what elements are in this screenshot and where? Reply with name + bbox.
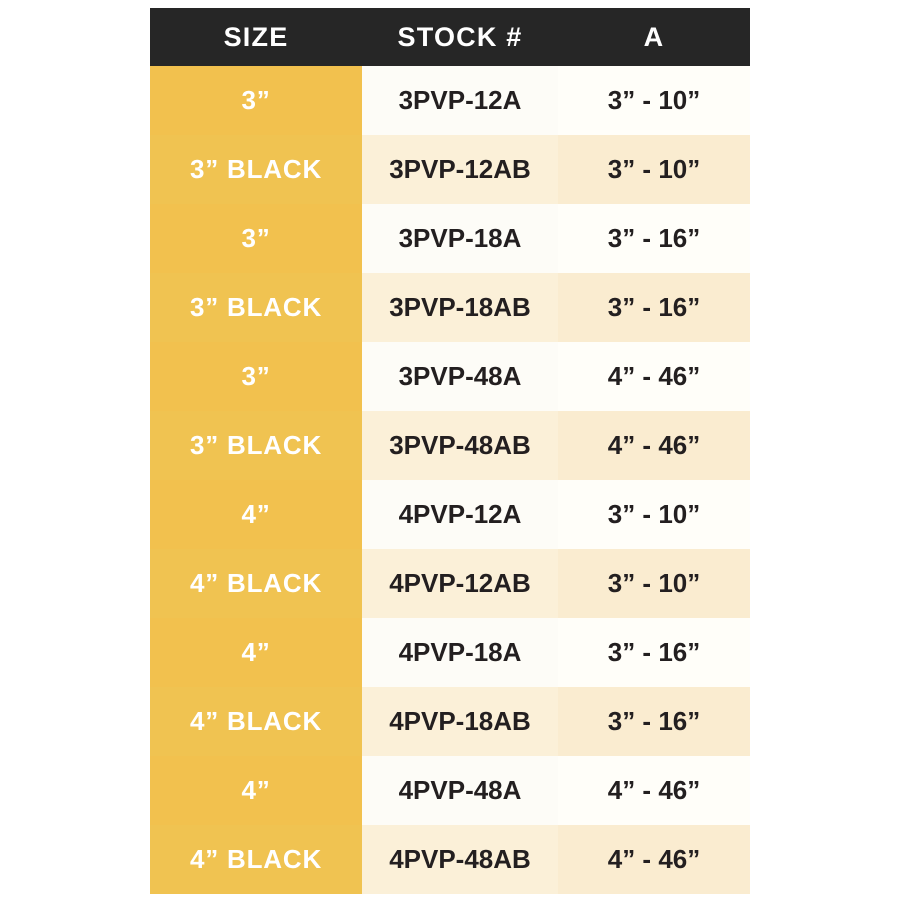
table-row (150, 135, 750, 204)
cell-a: 3” - 10” (558, 66, 750, 135)
cell-a: 4” - 46” (558, 411, 750, 480)
cell-stock: 3PVP-18A (362, 204, 558, 273)
table-row (150, 825, 750, 894)
cell-stock: 3PVP-48AB (362, 411, 558, 480)
table-row (150, 549, 750, 618)
cell-a: 3” - 10” (558, 549, 750, 618)
cell-a: 3” - 10” (558, 135, 750, 204)
cell-size: 4” (150, 618, 362, 687)
cell-stock: 3PVP-18AB (362, 273, 558, 342)
cell-stock: 4PVP-48AB (362, 825, 558, 894)
table-row (150, 273, 750, 342)
cell-size: 4” (150, 756, 362, 825)
column-header-stock: STOCK # (362, 8, 558, 66)
cell-a: 3” - 16” (558, 204, 750, 273)
cell-size: 4” BLACK (150, 687, 362, 756)
table-row (150, 756, 750, 825)
cell-stock: 4PVP-18AB (362, 687, 558, 756)
cell-a: 4” - 46” (558, 825, 750, 894)
cell-size: 3” BLACK (150, 411, 362, 480)
table-header (150, 8, 750, 66)
table-row (150, 342, 750, 411)
cell-size: 4” (150, 480, 362, 549)
cell-a: 4” - 46” (558, 756, 750, 825)
cell-a: 3” - 16” (558, 273, 750, 342)
cell-stock: 4PVP-48A (362, 756, 558, 825)
column-header-a: A (558, 8, 750, 66)
table-row (150, 204, 750, 273)
cell-size: 4” BLACK (150, 825, 362, 894)
table-row (150, 618, 750, 687)
cell-stock: 4PVP-12A (362, 480, 558, 549)
cell-size: 3” (150, 66, 362, 135)
cell-size: 3” (150, 204, 362, 273)
cell-stock: 4PVP-18A (362, 618, 558, 687)
cell-size: 4” BLACK (150, 549, 362, 618)
cell-a: 4” - 46” (558, 342, 750, 411)
cell-stock: 4PVP-12AB (362, 549, 558, 618)
table-body (150, 66, 750, 894)
table-row (150, 480, 750, 549)
cell-a: 3” - 10” (558, 480, 750, 549)
table-row (150, 66, 750, 135)
cell-stock: 3PVP-48A (362, 342, 558, 411)
cell-stock: 3PVP-12A (362, 66, 558, 135)
specification-table (150, 8, 750, 895)
table-row (150, 411, 750, 480)
spec-table-container (150, 8, 750, 892)
cell-size: 3” BLACK (150, 273, 362, 342)
cell-a: 3” - 16” (558, 618, 750, 687)
cell-size: 3” BLACK (150, 135, 362, 204)
cell-size: 3” (150, 342, 362, 411)
table-header-row (150, 8, 750, 66)
column-header-size: SIZE (150, 8, 362, 66)
cell-a: 3” - 16” (558, 687, 750, 756)
table-row (150, 687, 750, 756)
cell-stock: 3PVP-12AB (362, 135, 558, 204)
